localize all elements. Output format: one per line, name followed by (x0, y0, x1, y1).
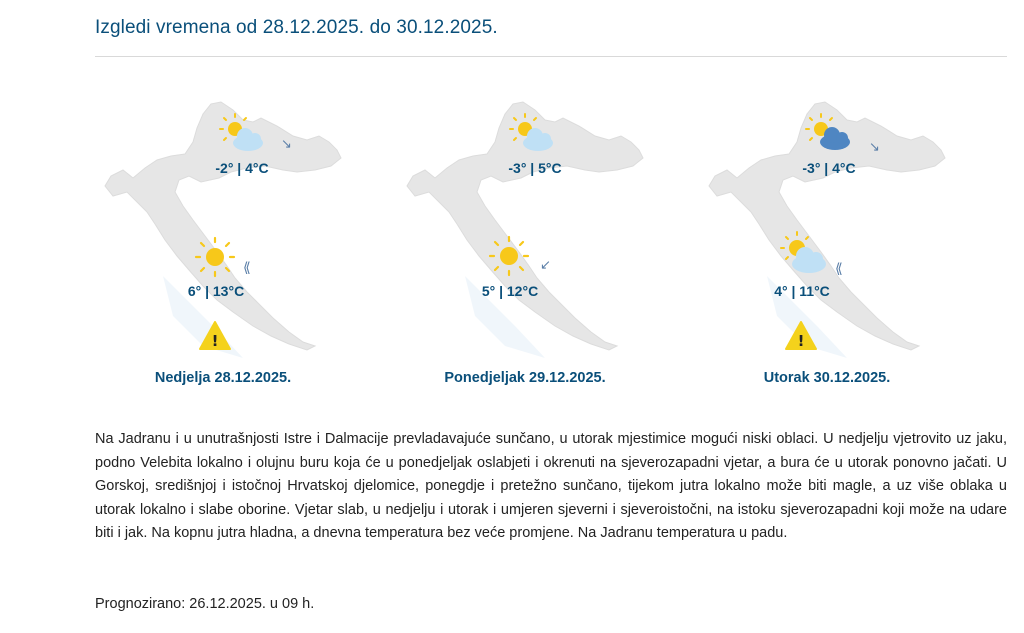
day-label: Nedjelja 28.12.2025. (154, 370, 292, 386)
svg-text:!: ! (211, 332, 219, 350)
north-temperature: -3° | 4°C (802, 160, 856, 176)
day-label: Ponedjeljak 29.12.2025. (444, 370, 606, 386)
wind-arrow-icon: ⟪ (835, 261, 843, 277)
forecast-issued-time: Prognozirano: 26.12.2025. u 09 h. (95, 596, 315, 612)
south-temperature: 4° | 11°C (774, 283, 830, 299)
south-temperature: 5° | 12°C (481, 283, 539, 299)
wind-arrow-icon: ⟪ (243, 260, 251, 276)
day-card (93, 96, 353, 396)
title-divider (95, 56, 1007, 57)
wind-arrow-icon: ↘ (869, 140, 880, 155)
day-card (395, 96, 655, 396)
croatia-map (93, 96, 353, 366)
north-temperature: -3° | 5°C (508, 160, 562, 176)
south-temperature: 6° | 13°C (187, 283, 245, 299)
wind-arrow-icon: ↘ (281, 137, 292, 152)
day-card (697, 96, 957, 396)
croatia-map (395, 96, 655, 366)
svg-text:!: ! (797, 332, 805, 350)
croatia-map (697, 96, 957, 366)
wind-arrow-icon: ↙ (540, 258, 551, 273)
page-title: Izgledi vremena od 28.12.2025. do 30.12.2025. (95, 17, 498, 38)
day-label: Utorak 30.12.2025. (763, 370, 891, 386)
north-temperature: -2° | 4°C (215, 160, 269, 176)
forecast-description: Na Jadranu i u unutrašnjosti Istre i Dalmacije prevladavajuće sunčano, u utorak mjestimice mogući niski oblaci. U nedjelju vjetrovito uz jaku, podno Velebita lokalno i olujnu buru koja će u ponedjeljak oslabjeti i okrenuti na sjeverozapadni vjetar, a bura će u utorak ponovno jačati. U Gorskoj, središnjoj i istočnoj Hrvatskoj djelomice, ponegdje i pretežno sunčano, tijekom jutra lokalno može biti magle, a uz više oblaka u utorak lokalno i slabe oborine. Vjetar slab, u nedjelju i utorak i umjeren sjeverni i sjeveroistočni, na istoku sjeverozapadni koji može na udare biti i jak. Na kopnu jutra hladna, a dnevna temperatura bez veće promjene. Na Jadranu temperatura u padu. (95, 431, 1007, 542)
